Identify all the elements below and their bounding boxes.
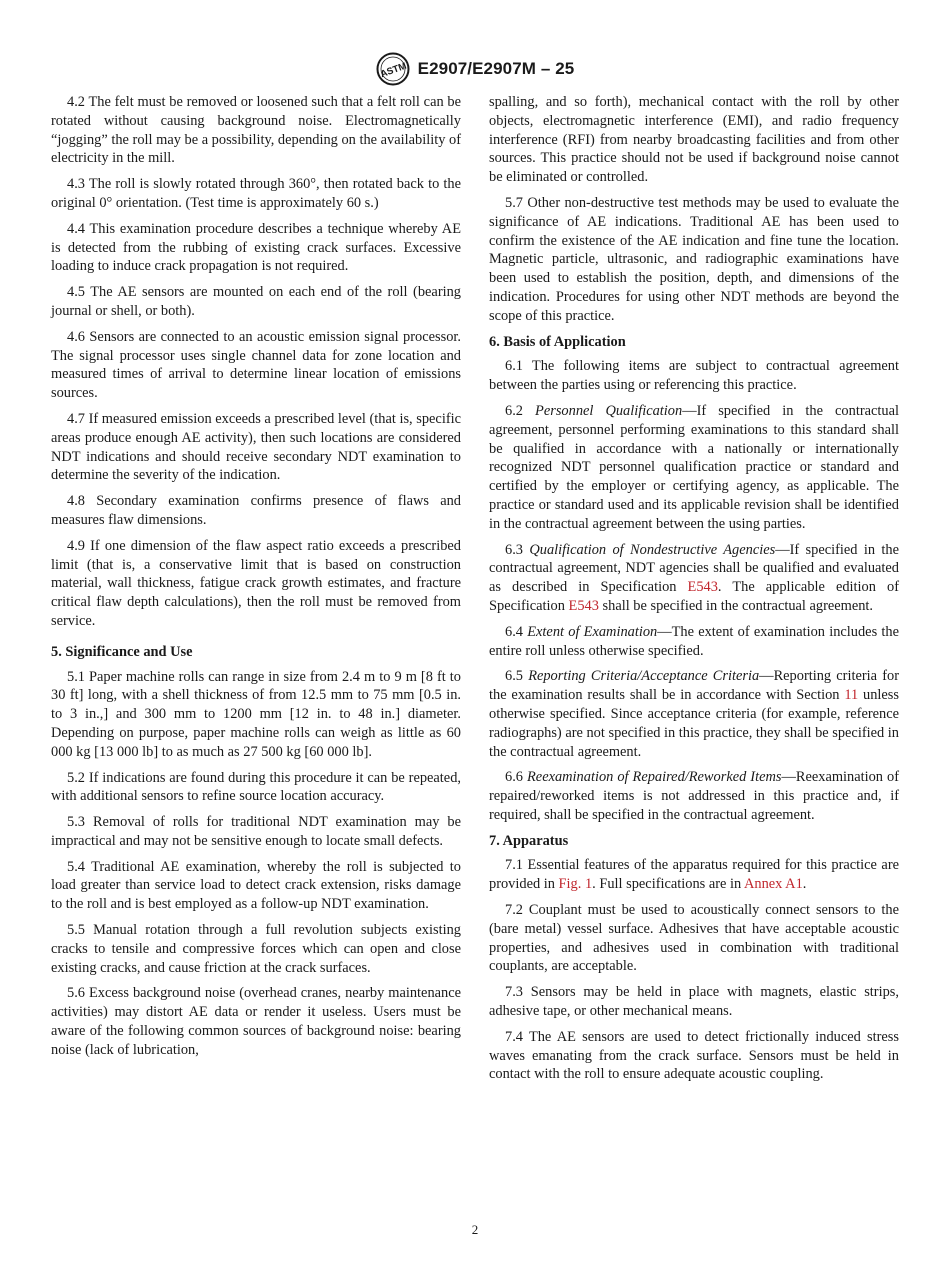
page-number: 2 bbox=[471, 1222, 479, 1237]
astm-logo-icon bbox=[376, 52, 410, 86]
clause-title: Personnel Qualification bbox=[535, 402, 683, 419]
clause-title: Reexamination of Repaired/Reworked Items bbox=[527, 769, 782, 786]
paragraph-4-7: 4.7 If measured emission exceeds a prescribed level (that is, specific areas produce enough AE activity), then such locations are considered NDT indications and should receive secondary NDT examination to determine the severity of the indication. bbox=[51, 410, 461, 484]
paragraph-4-6: 4.6 Sensors are connected to an acoustic emission signal processor. The signal processor uses single channel data for zone location and measured times of arrival to determine linear location of emissions sources. bbox=[51, 328, 461, 402]
left-column bbox=[51, 93, 461, 1067]
clause-number: 6.6 bbox=[505, 769, 523, 786]
clause-number: 6.4 bbox=[505, 623, 523, 640]
paragraph-4-8: 4.8 Secondary examination confirms presence of flaws and measures flaw dimensions. bbox=[51, 493, 461, 528]
link-e543[interactable]: E543 bbox=[687, 579, 718, 596]
paragraph-5-1: 5.1 Paper machine rolls can range in size from 2.4 m to 9 m [8 ft to 30 ft] long, with a shell thickness of from 12.5 mm to 75 mm [0.5 in. to 3 in.,] and 300 mm to 1200 mm [12 in. to 48 in.] diameter. Depending on purpose, paper machine rolls can weigh as little as 60 000 kg [13 000 lb] to as much as 27 500 kg [60 000 lb]. bbox=[51, 668, 461, 760]
clause-title: Qualification of Nondestructive Agencies bbox=[529, 541, 776, 558]
paragraph-6-5 bbox=[489, 667, 899, 761]
link-section-11[interactable]: 11 bbox=[844, 687, 859, 704]
clause-text: —If specified in the contractual agreement, NDT agencies shall be qualified and evaluated as described in Specification bbox=[489, 541, 899, 596]
clause-title: Extent of Examination bbox=[527, 623, 658, 640]
clause-number: 6.5 bbox=[505, 668, 523, 685]
paragraph-6-6 bbox=[489, 768, 899, 824]
clause-number: 6.2 bbox=[505, 402, 523, 419]
clause-text: —If specified in the contractual agreement, personnel performing examinations to this standard shall be qualified in accordance with a nationally or internationally recognized NDT personnel qualification practice or standard and certified by the employer or certifying agency, as applicable. The practice or standard used and its applicable revision shall be identified in the contractual agreement between the using parties. bbox=[489, 402, 899, 532]
paragraph-7-3: 7.3 Sensors may be held in place with magnets, elastic strips, adhesive tape, or other mechanical means. bbox=[489, 984, 899, 1020]
page-header bbox=[0, 52, 950, 86]
clause-text: —The extent of examination includes the entire roll unless otherwise specified. bbox=[489, 623, 899, 659]
paragraph-4-4: 4.4 This examination procedure describes a technique whereby AE is detected from the rubbing of existing crack surfaces. Excessive loading to induce crack propagation is not required. bbox=[51, 220, 461, 275]
paragraph-4-3: 4.3 The roll is slowly rotated through 360°, then rotated back to the original 0° orientation. (Test time is approximately 60 s.) bbox=[51, 176, 461, 211]
clause-number: 6.3 bbox=[505, 541, 523, 558]
paragraph-6-3 bbox=[489, 541, 899, 616]
section-7-heading: 7. Apparatus bbox=[489, 832, 569, 849]
paragraph-7-4: 7.4 The AE sensors are used to detect frictionally induced stress waves emanating from the crack surface. Sensors must be held in contact with the roll to ensure adequate acoustic coupling. bbox=[489, 1028, 899, 1083]
link-fig-1[interactable]: Fig. 1 bbox=[558, 876, 593, 893]
clause-text: —Reexamination of repaired/reworked items is not addressed in this practice and, if required, shall be specified in the contractual agreement. bbox=[489, 769, 899, 823]
paragraph-5-5: 5.5 Manual rotation through a full revolution subjects existing cracks to tensile and compressive forces which can open and close existing cracks, and cause friction at the crack surfaces. bbox=[51, 922, 461, 976]
paragraph-5-3: 5.3 Removal of rolls for traditional NDT examination may be impractical and may not be sensitive enough to locate small defects. bbox=[51, 814, 461, 849]
clause-text: unless otherwise specified. Since acceptance criteria (for example, reference radiographs) are not specified in this practice, they shall be specified in the contractual agreement. bbox=[489, 687, 899, 760]
paragraph-5-4: 5.4 Traditional AE examination, whereby the roll is subjected to load greater than service load to detect crack extension, risks damage to the roll and is best employed as a follow-up NDT examination. bbox=[51, 858, 461, 913]
link-annex-a1[interactable]: Annex A1 bbox=[744, 876, 803, 893]
clause-text: shall be specified in the contractual agreement. bbox=[598, 597, 874, 614]
section-6-heading: 6. Basis of Application bbox=[489, 333, 626, 350]
paragraph-4-5: 4.5 The AE sensors are mounted on each end of the roll (bearing journal or shell, or both). bbox=[51, 284, 461, 319]
paragraph-5-2: 5.2 If indications are found during this procedure it can be repeated, with additional sensors to refine source location accuracy. bbox=[51, 769, 461, 805]
clause-text: . Full specifications are in bbox=[592, 876, 745, 893]
paragraph-7-1 bbox=[489, 856, 899, 894]
clause-text: 7.1 Essential features of the apparatus required for this practice are provided in bbox=[489, 857, 899, 893]
paragraph-5-6: 5.6 Excess background noise (overhead cranes, nearby maintenance activities) may distort AE data or render it useless. Users must be aware of the following common sources of background noise: bearing noise (lack of lubrication, bbox=[51, 985, 461, 1058]
astm-logo-text: ASTM bbox=[378, 60, 408, 81]
right-column bbox=[489, 93, 899, 1091]
paragraph-5-6-continued: spalling, and so forth), mechanical contact with the roll by other objects, electromagnetic interference (EMI), and radio frequency interference (RFI) from nearby broadcasting facilities and from other sources. This practice should not be used if background noise cannot be eliminated or controlled. bbox=[489, 94, 899, 186]
section-5-heading: 5. Significance and Use bbox=[51, 643, 193, 660]
clause-text: . The applicable edition of Specification bbox=[489, 579, 899, 614]
clause-text: —Reporting criteria for the examination results shall be in accordance with Section bbox=[489, 668, 899, 704]
paragraph-4-2: 4.2 The felt must be removed or loosened such that a felt roll can be rotated without causing background noise. Electromagnetically “jogging” the roll may be a possibility, depending on the availability of electricity in the mill. bbox=[51, 94, 461, 167]
document-designation: E2907/E2907M – 25 bbox=[417, 59, 575, 78]
paragraph-6-1: 6.1 The following items are subject to contractual agreement between the parties using or referencing this practice. bbox=[489, 358, 899, 394]
paragraph-4-9: 4.9 If one dimension of the flaw aspect ratio exceeds a prescribed limit (that is, a conservative limit that is based on construction material, wall thickness, fatigue crack growth estimates, and fracture critical flaw depth calculations), then the roll must be removed from service. bbox=[51, 537, 461, 629]
clause-title: Reporting Criteria/Acceptance Criteria bbox=[528, 668, 760, 685]
clause-text: . bbox=[802, 876, 807, 893]
paragraph-6-4 bbox=[489, 623, 899, 661]
paragraph-5-7: 5.7 Other non-destructive test methods may be used to evaluate the significance of AE indications. Traditional AE has been used to confirm the existence of the AE indication and fine tune the location. Magnetic particle, ultrasonic, and radiographic examinations have been used to establish the position, depth, and dimensions of the indication. Procedures for using other NDT methods are beyond the scope of this practice. bbox=[489, 194, 899, 324]
link-e543-second[interactable]: E543 bbox=[568, 597, 599, 614]
paragraph-7-2: 7.2 Couplant must be used to acoustically connect sensors to the (bare metal) vessel surface. Adhesives that have acceptable acoustic properties, and adhesives used in combination with traditional couplants, are acceptable. bbox=[489, 902, 899, 975]
paragraph-6-2 bbox=[489, 402, 899, 534]
